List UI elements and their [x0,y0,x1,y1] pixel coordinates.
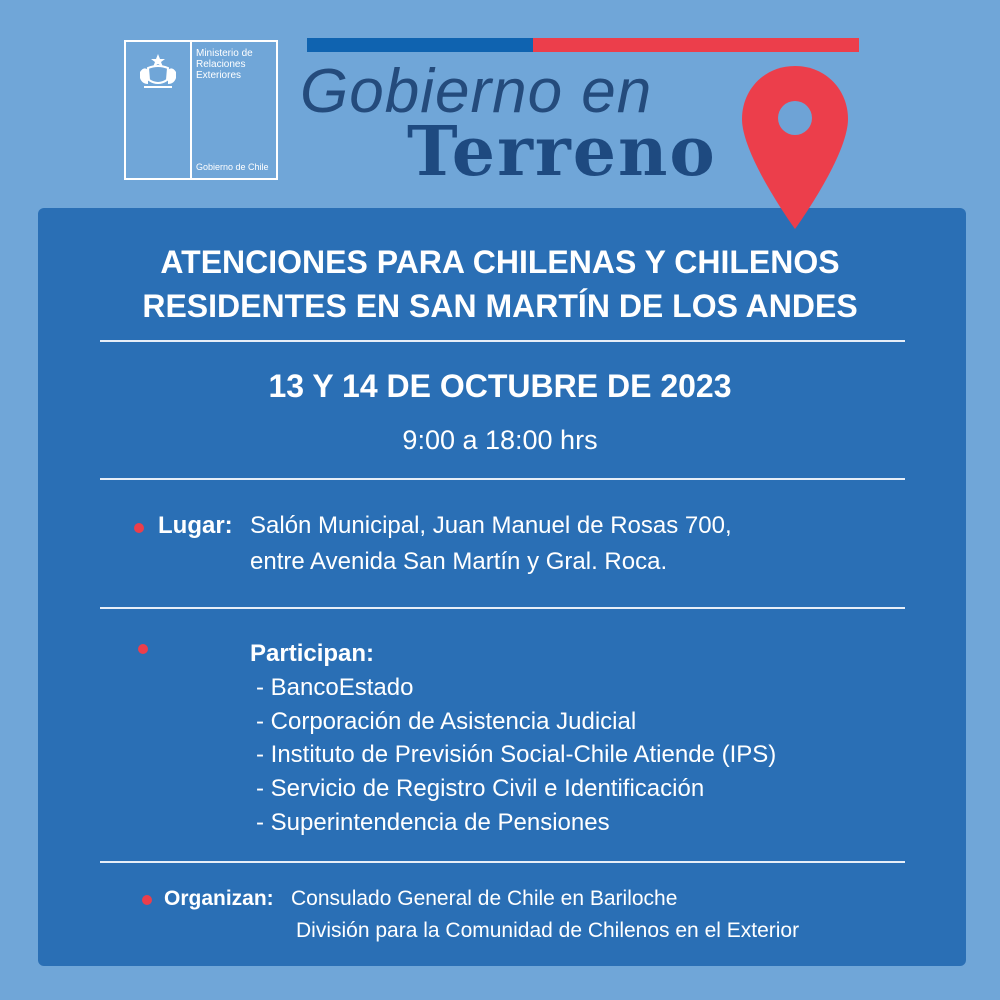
place-line2: entre Avenida San Martín y Gral. Roca. [250,548,668,575]
divider [100,340,905,342]
heading-line1: ATENCIONES PARA CHILENAS Y CHILENOS [160,244,840,280]
divider [100,861,905,863]
government-name: Gobierno de Chile [196,162,269,172]
list-item: - Servicio de Registro Civil e Identificación [256,775,705,802]
bullet-dot [142,895,152,905]
ministry-logo [124,40,278,180]
list-item: - BancoEstado [256,674,414,701]
bullet-dot [138,644,148,654]
place-line1: Salón Municipal, Juan Manuel de Rosas 700, [250,512,732,539]
place-label: Lugar: [158,512,233,539]
heading-line2: RESIDENTES EN SAN MARTÍN DE LOS ANDES [142,288,858,324]
divider [100,478,905,480]
bullet-dot [134,523,144,533]
brand-title-line2: Terreno [407,112,717,192]
coat-of-arms-icon [134,50,182,90]
list-item: - Superintendencia de Pensiones [256,809,610,836]
list-item: - Corporación de Asistencia Judicial [256,708,637,735]
organizers-line2: División para la Comunidad de Chilenos en el Exterior [296,919,800,942]
event-time: 9:00 a 18:00 hrs [402,425,598,455]
divider [100,607,905,609]
brand-title-line1: Gobierno en [300,57,653,126]
participants-label: Participan: [250,640,375,667]
location-pin-icon [740,64,850,234]
organizers-line1: Consulado General de Chile en Bariloche [291,887,678,910]
event-date: 13 Y 14 DE OCTUBRE DE 2023 [268,368,732,404]
list-item: - Instituto de Previsión Social-Chile Atiende (IPS) [256,741,777,768]
flag-stripe-red [533,38,859,52]
logo-divider [190,42,192,178]
organizers-label: Organizan: [164,887,274,910]
flag-stripe-blue [307,38,533,52]
ministry-name: Ministerio de Relaciones Exteriores [196,48,253,81]
